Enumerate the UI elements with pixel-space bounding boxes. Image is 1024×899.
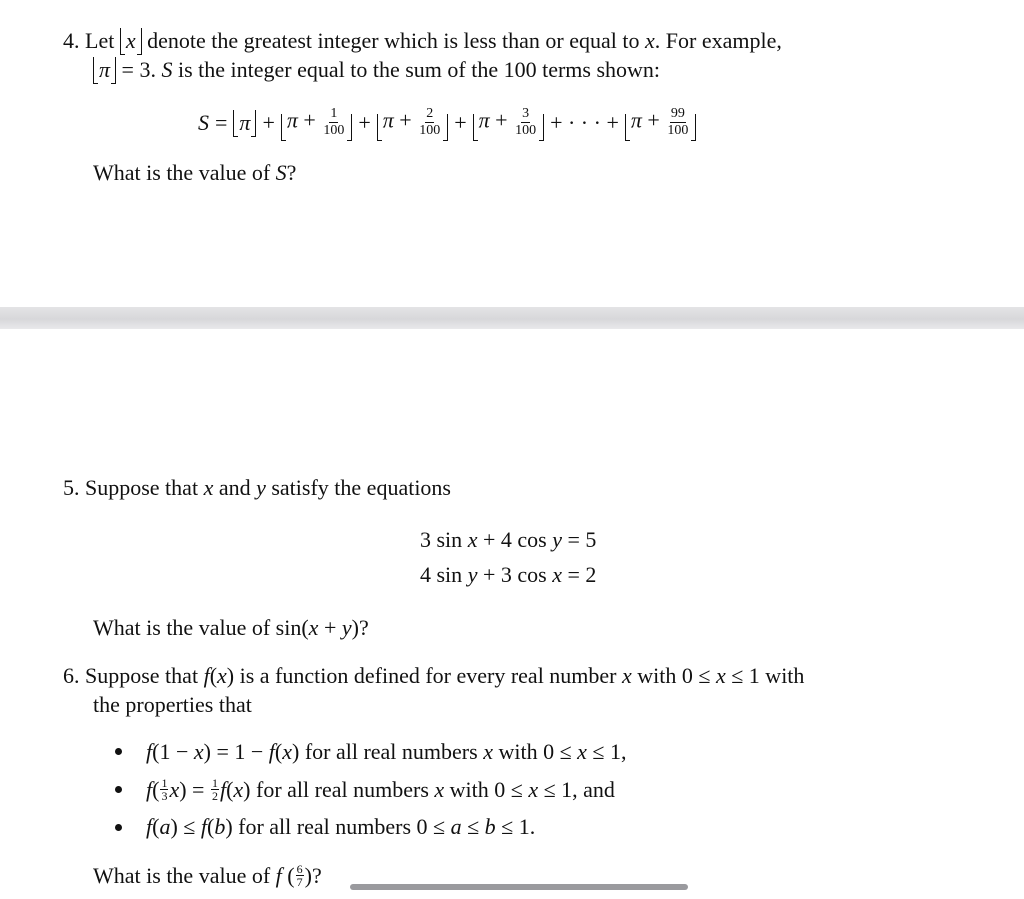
var-a: a bbox=[159, 814, 171, 839]
var-f: f bbox=[275, 862, 282, 888]
equation-2 bbox=[420, 564, 596, 586]
question-text: What is the value of bbox=[93, 160, 271, 185]
problem-6-text: is a function defined for every real number bbox=[239, 663, 617, 688]
var-x: x bbox=[528, 776, 539, 802]
var-x: x bbox=[577, 739, 587, 764]
numerator: 1 bbox=[161, 776, 168, 790]
prop-part: ≤ bbox=[467, 814, 480, 839]
var-f: f bbox=[219, 776, 227, 802]
var-x: x bbox=[193, 739, 204, 764]
var-pi: π bbox=[478, 107, 490, 133]
var-x: x bbox=[308, 615, 319, 640]
question-text: What is the value of sin( bbox=[93, 615, 309, 640]
question-mark: ? bbox=[286, 160, 297, 185]
var-f: f bbox=[200, 814, 207, 839]
problem-5-text: satisfy the equations bbox=[271, 475, 451, 500]
var-f: f bbox=[146, 739, 153, 764]
prop-part: with 0 ≤ bbox=[449, 776, 523, 802]
denominator: 100 bbox=[323, 123, 345, 138]
problem-6-line-1: 6. Suppose that f(x) is a function defined for every real number x with 0 ≤ x ≤ 1 with bbox=[63, 663, 805, 688]
problem-6-text: with 0 ≤ bbox=[637, 663, 711, 688]
ellipsis: + · · · + bbox=[550, 109, 619, 135]
var-x: x bbox=[125, 28, 136, 53]
prop-part: ) ≤ bbox=[170, 814, 196, 839]
var-s: S bbox=[275, 160, 287, 185]
var-x: x bbox=[169, 776, 180, 802]
prop-part: with 0 ≤ bbox=[498, 739, 572, 764]
var-b: b bbox=[214, 814, 226, 839]
prop-part: for all real numbers bbox=[256, 776, 429, 802]
problem-5-text: Suppose that bbox=[85, 475, 199, 500]
var-pi: π bbox=[99, 57, 111, 82]
problem-6-line-2: the properties that bbox=[93, 692, 252, 717]
var-x: x bbox=[217, 663, 227, 688]
numerator: 3 bbox=[522, 106, 530, 121]
var-a: a bbox=[450, 814, 462, 839]
fraction-one-third bbox=[160, 777, 168, 802]
prop-part: (1 − bbox=[152, 739, 194, 764]
question-text: What is the value of bbox=[93, 862, 271, 888]
var-x: x bbox=[203, 475, 214, 500]
var-s: S bbox=[161, 57, 173, 82]
var-y: y bbox=[341, 615, 352, 640]
var-f: f bbox=[203, 663, 210, 688]
var-x: x bbox=[622, 663, 632, 688]
floor-term bbox=[233, 109, 256, 135]
question-text: + bbox=[323, 615, 337, 640]
eq-part: = 5 bbox=[567, 527, 597, 552]
denominator: 100 bbox=[515, 123, 537, 138]
problem-6-number: 6. bbox=[63, 663, 80, 688]
page-divider bbox=[0, 307, 1024, 329]
denominator: 3 bbox=[161, 789, 168, 803]
numerator: 6 bbox=[296, 862, 303, 876]
prop-part: ) for all real numbers 0 ≤ bbox=[225, 814, 446, 839]
numerator: 2 bbox=[426, 106, 434, 121]
sum-equation: S = π + π + $\frac{1}{100}$ + π + $\frac{2}{100}$ + π + $\frac{3}{100}$ + · · · + π + $\frac{99}{100}$ bbox=[198, 107, 696, 138]
fraction bbox=[323, 107, 344, 138]
eq-part: + 4 cos bbox=[482, 527, 547, 552]
var-y: y bbox=[467, 562, 478, 587]
var-x: x bbox=[645, 28, 655, 53]
var-x: x bbox=[233, 776, 244, 802]
denominator: 2 bbox=[211, 789, 218, 803]
property-3: f(a) ≤ f(b) for all real numbers 0 ≤ a ≤ b ≤ 1. bbox=[146, 814, 536, 839]
problem-5-number: 5. bbox=[63, 475, 80, 500]
denominator: 100 bbox=[419, 123, 441, 138]
denominator: 100 bbox=[667, 123, 689, 138]
floor-term: π + $\frac{99}{100}$ bbox=[625, 107, 696, 138]
var-x: x bbox=[483, 739, 493, 764]
var-pi: π bbox=[630, 107, 642, 133]
problem-6-text: ≤ 1 with bbox=[731, 663, 805, 688]
var-f: f bbox=[146, 814, 153, 839]
var-pi: π bbox=[239, 109, 251, 135]
denominator: 7 bbox=[296, 875, 303, 889]
eq-part: 3 sin bbox=[420, 527, 463, 552]
var-pi: π bbox=[286, 107, 298, 133]
floor-term: π + $\frac{2}{100}$ bbox=[377, 107, 448, 138]
prop-part: for all real numbers bbox=[299, 739, 478, 764]
fraction bbox=[667, 107, 688, 138]
prop-part: ( bbox=[152, 814, 160, 839]
home-indicator[interactable] bbox=[350, 884, 688, 890]
problem-5-line-1 bbox=[63, 477, 451, 499]
floor-term: π + $\frac{3}{100}$ bbox=[473, 107, 544, 138]
fraction-one-half bbox=[211, 777, 219, 802]
numerator: 99 bbox=[670, 106, 685, 121]
var-y: y bbox=[552, 527, 562, 552]
problem-5-question bbox=[93, 617, 369, 639]
fraction bbox=[515, 107, 536, 138]
problem-4-text: . For example, bbox=[654, 28, 782, 53]
var-s: S bbox=[198, 109, 209, 135]
question-text: )? bbox=[351, 615, 369, 640]
var-pi: π bbox=[382, 107, 394, 133]
numerator: 1 bbox=[330, 106, 338, 121]
var-y: y bbox=[256, 475, 266, 500]
equation-1 bbox=[420, 529, 596, 551]
prop-part: ≤ 1, bbox=[592, 739, 627, 764]
var-x: x bbox=[282, 739, 292, 764]
bullet bbox=[115, 786, 122, 793]
var-b: b bbox=[484, 814, 496, 839]
var-x: x bbox=[467, 527, 478, 552]
floor-pi bbox=[93, 59, 116, 81]
problem-4-text: is the integer equal to the sum of the 100 terms shown: bbox=[177, 57, 661, 82]
eq-part: 4 sin bbox=[420, 562, 463, 587]
prop-part: ) = 1 − bbox=[203, 739, 269, 764]
problem-4-text: denote the greatest integer which is less than or equal to bbox=[147, 28, 640, 53]
var-x: x bbox=[715, 663, 726, 688]
problem-6-question: What is the value of f ( $\frac{6}{7}$ ) ? bbox=[93, 862, 322, 889]
problem-4-text: Let bbox=[85, 28, 115, 53]
problem-4-line-1 bbox=[63, 30, 782, 52]
prop-part: ≤ 1, and bbox=[543, 776, 615, 802]
var-x: x bbox=[434, 776, 445, 802]
problem-5-text: and bbox=[218, 475, 251, 500]
problem-4-line-2 bbox=[93, 59, 660, 81]
property-1: f(1 − x) = 1 − f(x) for all real numbers x with 0 ≤ x ≤ 1, bbox=[146, 739, 627, 764]
numerator: 1 bbox=[211, 776, 218, 790]
floor-x bbox=[120, 30, 142, 52]
problem-4-question bbox=[93, 162, 296, 184]
fraction-six-sevenths bbox=[296, 863, 304, 888]
eq-part: + 3 cos bbox=[482, 562, 547, 587]
prop-part: ≤ 1. bbox=[501, 814, 536, 839]
bullet bbox=[115, 824, 122, 831]
var-f: f bbox=[146, 776, 153, 802]
question-mark: ? bbox=[311, 862, 322, 888]
floor-term: π + $\frac{1}{100}$ bbox=[281, 107, 352, 138]
var-f: f bbox=[268, 739, 275, 764]
var-x: x bbox=[552, 562, 562, 587]
bullet bbox=[115, 748, 122, 755]
example-equation: = 3. bbox=[121, 57, 156, 82]
fraction bbox=[419, 107, 440, 138]
problem-4-number: 4. bbox=[63, 28, 80, 53]
problem-6-text: Suppose that bbox=[85, 663, 199, 688]
property-2: f ( $\frac{1}{3}$ x ) = $\frac{1}{2}$ f ( x ) for all real numbers x with 0 ≤ x ≤ 1, and bbox=[146, 776, 615, 803]
eq-part: = 2 bbox=[567, 562, 597, 587]
